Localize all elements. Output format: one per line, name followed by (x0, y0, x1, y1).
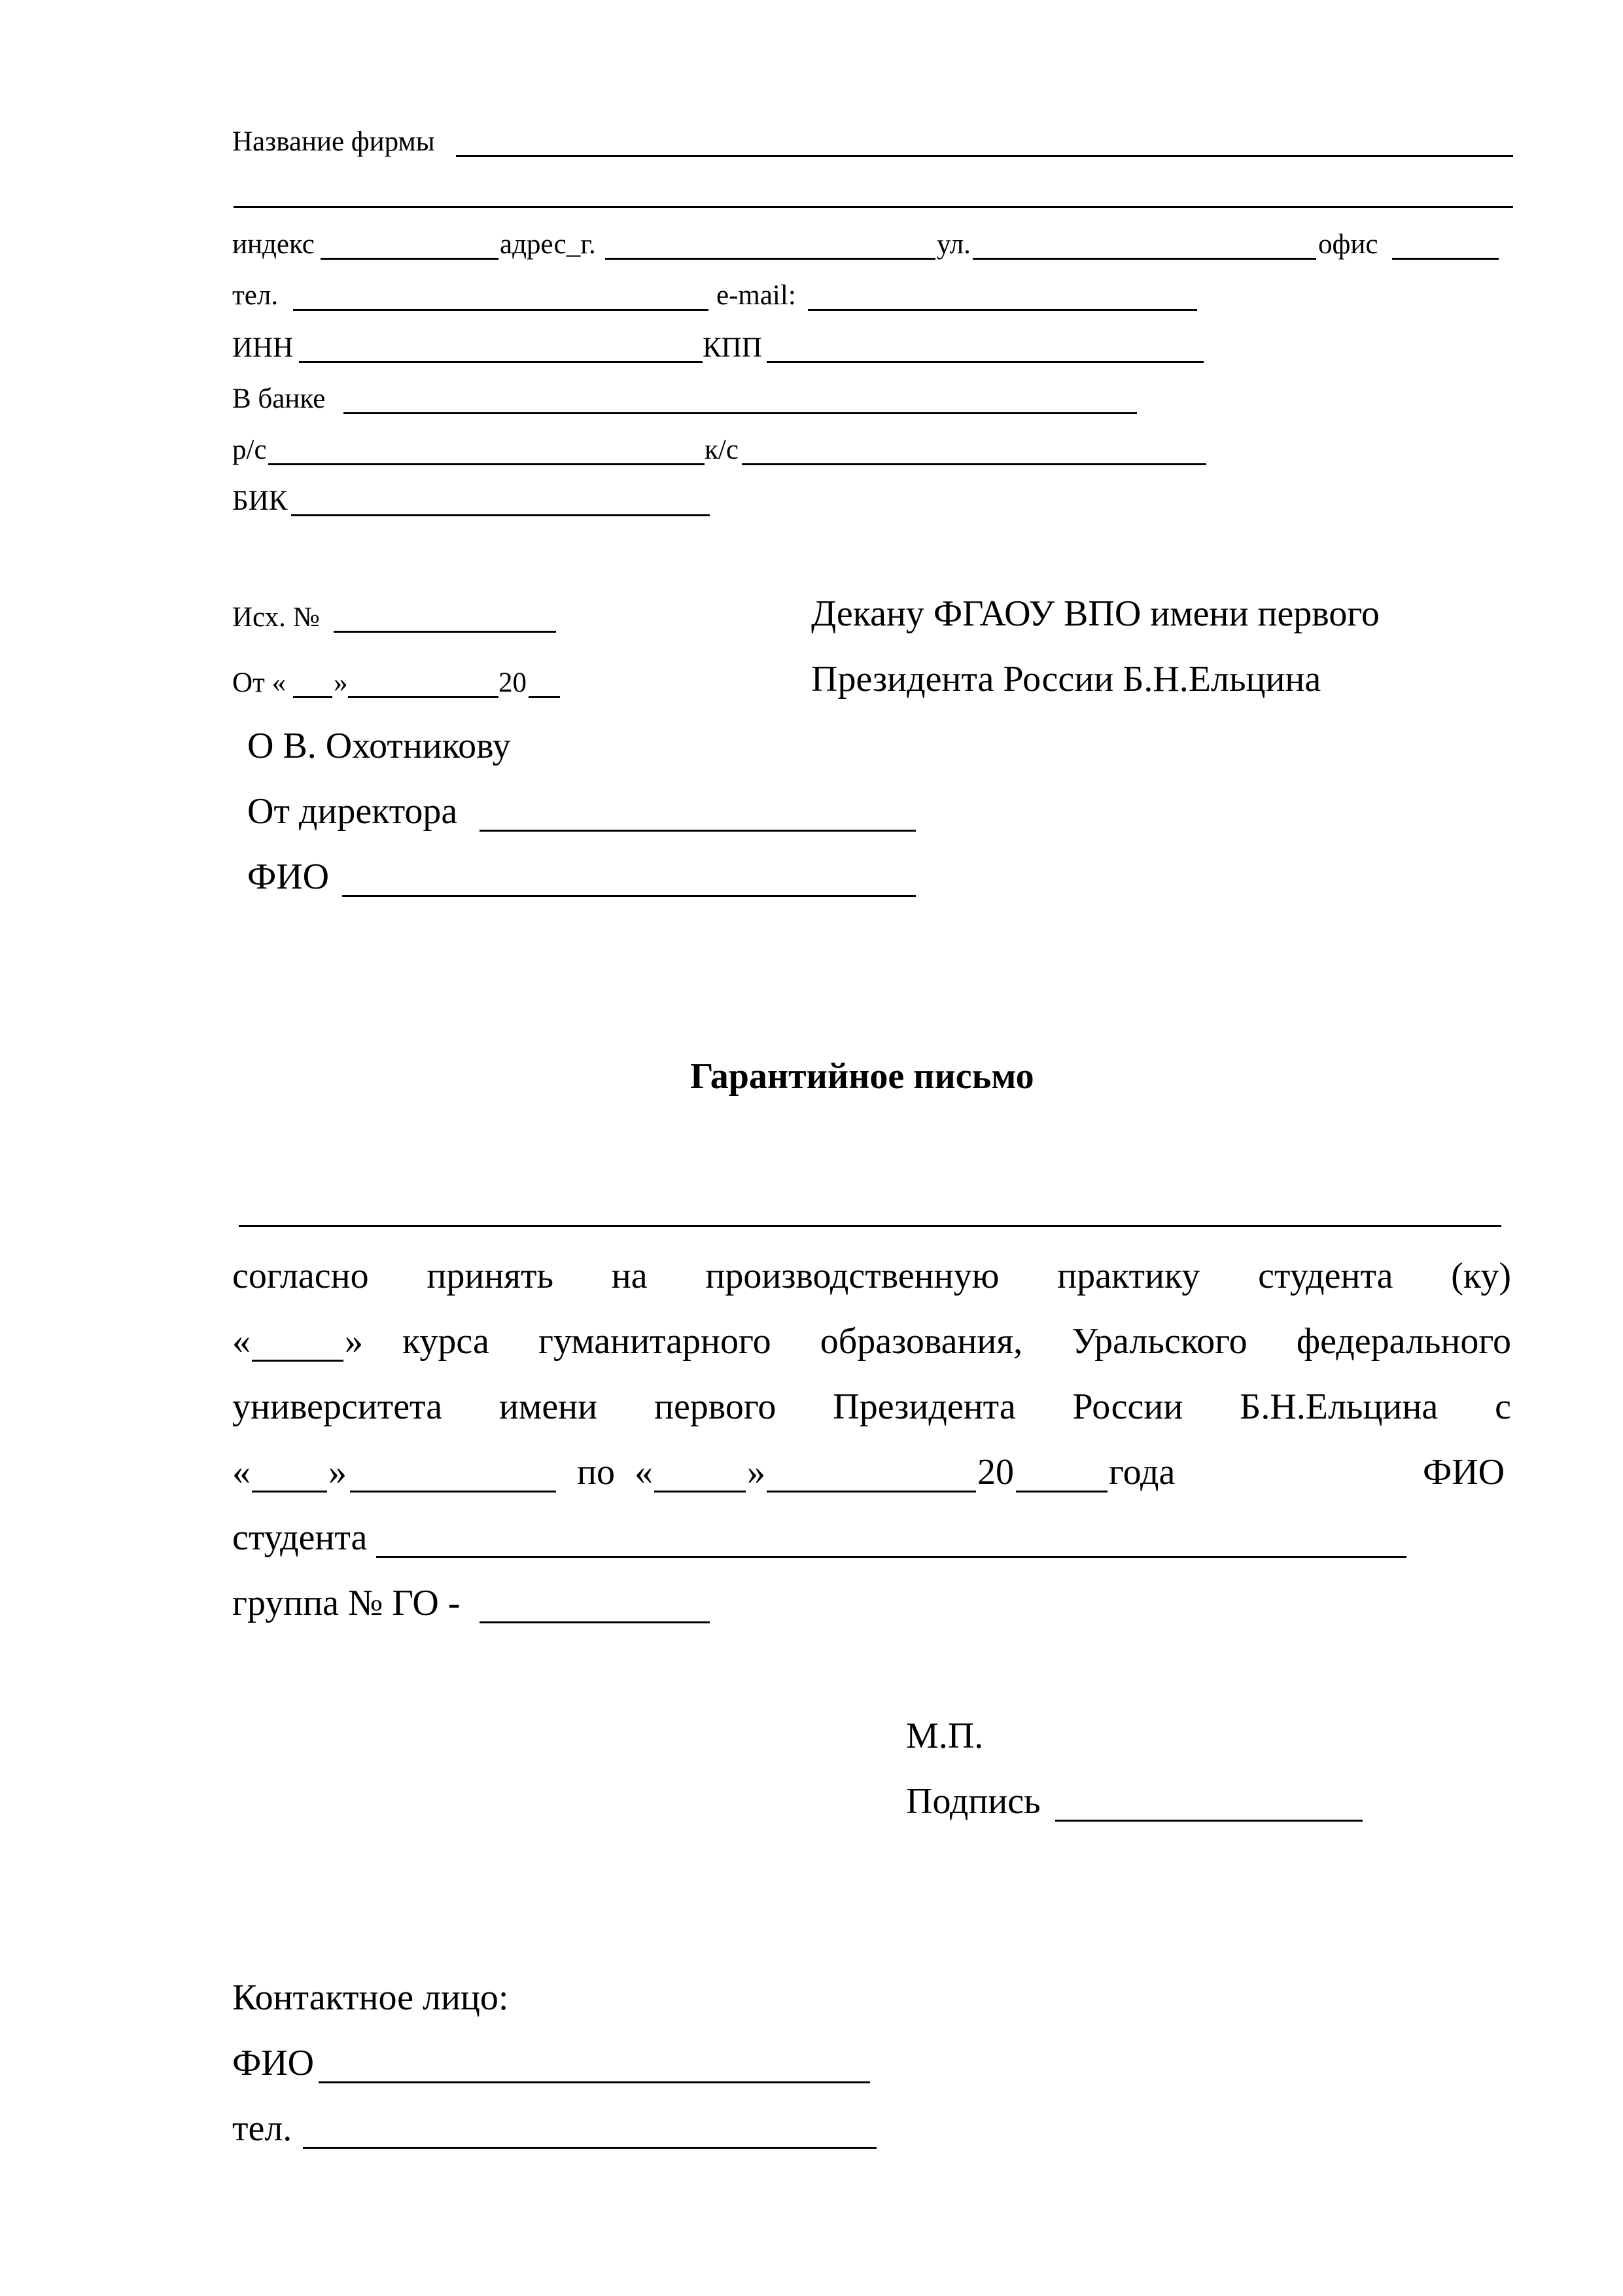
addressee-line-2: Президента России Б.Н.Ельцина (811, 659, 1321, 699)
group-label: группа № ГО - (232, 1583, 461, 1623)
email-label: e-mail: (716, 280, 796, 311)
rs-label: р/с (232, 434, 267, 465)
contact-phone-label: тел. (232, 2108, 292, 2149)
course-close-quote: » (345, 1321, 363, 1362)
date-close-quote: » (334, 667, 348, 698)
bik-label: БИК (232, 486, 288, 516)
address-label: адрес_г. (500, 229, 596, 260)
office-label: офис (1318, 229, 1378, 260)
body-word: с (1495, 1386, 1511, 1427)
sign-label: Подпись (906, 1781, 1041, 1822)
signature-blank[interactable] (1055, 1820, 1363, 1822)
body-word: Уральского (1072, 1321, 1248, 1362)
body-word: гуманитарного (538, 1321, 771, 1362)
body-word: университета (232, 1386, 443, 1427)
student-fio-label: ФИО (1423, 1452, 1505, 1492)
director-blank[interactable] (480, 830, 916, 832)
kpp-label: КПП (703, 332, 762, 363)
street-blank[interactable] (973, 258, 1316, 260)
kpp-blank[interactable] (767, 361, 1204, 363)
body-line-1 (232, 1258, 1511, 1294)
phone-label: тел. (232, 280, 279, 311)
addressee-line-3: О В. Охотникову (247, 726, 511, 766)
firm-name-blank-2[interactable] (234, 206, 1513, 208)
date-month-blank[interactable] (348, 696, 498, 698)
student-name-blank[interactable] (376, 1556, 1406, 1558)
date-year-prefix: 20 (498, 667, 527, 698)
document-title: Гарантийное письмо (690, 1056, 1034, 1097)
stamp-label: М.П. (906, 1716, 984, 1756)
director-fio-blank[interactable] (342, 895, 916, 897)
contact-phone-blank[interactable] (303, 2147, 877, 2149)
contact-fio-label: ФИО (232, 2043, 315, 2083)
ks-blank[interactable] (742, 463, 1206, 465)
date-year-blank[interactable] (529, 696, 560, 698)
firm-name-blank[interactable] (456, 155, 1513, 157)
period-start-close-quote: » (328, 1452, 347, 1492)
bik-blank[interactable] (291, 514, 710, 516)
period-year-prefix: 20 (977, 1452, 1014, 1492)
body-word: производственную (705, 1256, 1000, 1296)
body-word: Президента (833, 1386, 1016, 1427)
body-word: России (1072, 1386, 1183, 1427)
company-name-blank[interactable] (239, 1225, 1501, 1227)
body-word: курса (402, 1321, 489, 1362)
date-from-label: От « (232, 667, 287, 698)
director-fio-label: ФИО (247, 857, 330, 897)
period-year-blank[interactable] (1016, 1491, 1108, 1492)
period-end-month-blank[interactable] (767, 1491, 976, 1492)
contact-heading: Контактное лицо: (232, 1977, 509, 2018)
body-word: первого (654, 1386, 777, 1427)
from-director-label: От директора (247, 791, 458, 832)
body-word: согласно (232, 1256, 369, 1296)
body-word: студента (1258, 1256, 1393, 1296)
index-label: индекс (232, 229, 315, 260)
street-label: ул. (937, 229, 971, 260)
office-blank[interactable] (1392, 258, 1499, 260)
course-open-quote: « (232, 1321, 251, 1362)
out-number-blank[interactable] (334, 631, 556, 633)
body-word: принять (427, 1256, 554, 1296)
period-start-day-blank[interactable] (252, 1491, 327, 1492)
contact-fio-blank[interactable] (319, 2081, 870, 2083)
period-end-day-blank[interactable] (654, 1491, 746, 1492)
student-label: студента (232, 1517, 368, 1558)
email-blank[interactable] (808, 309, 1197, 311)
body-line-3 (232, 1388, 1511, 1425)
out-number-label: Исх. № (232, 602, 320, 633)
body-word: Б.Н.Ельцина (1240, 1386, 1439, 1427)
body-word: имени (498, 1386, 598, 1427)
course-number-blank[interactable] (252, 1360, 343, 1362)
ks-label: к/с (705, 434, 739, 465)
firm-name-label: Название фирмы (232, 126, 435, 157)
bank-blank[interactable] (343, 412, 1137, 414)
body-word: образования, (820, 1321, 1023, 1362)
body-word: федерального (1296, 1321, 1511, 1362)
group-number-blank[interactable] (480, 1621, 710, 1623)
inn-label: ИНН (232, 332, 294, 363)
phone-blank[interactable] (293, 309, 708, 311)
body-word: на (611, 1256, 648, 1296)
period-start-open-quote: « (232, 1452, 251, 1492)
body-word: (ку) (1451, 1256, 1511, 1296)
period-end-close-quote: » (747, 1452, 765, 1492)
index-blank[interactable] (321, 258, 498, 260)
body-word: практику (1057, 1256, 1200, 1296)
period-start-month-blank[interactable] (350, 1491, 556, 1492)
period-end-open-quote: « (635, 1452, 653, 1492)
addressee-line-1: Декану ФГАОУ ВПО имени первого (811, 593, 1380, 634)
rs-blank[interactable] (268, 463, 705, 465)
address-blank[interactable] (605, 258, 935, 260)
period-year-word: года (1109, 1452, 1176, 1492)
date-day-blank[interactable] (293, 696, 332, 698)
body-line-2 (402, 1323, 1511, 1360)
inn-blank[interactable] (299, 361, 703, 363)
bank-label: В банке (232, 383, 326, 414)
period-by-label: по (577, 1452, 615, 1492)
